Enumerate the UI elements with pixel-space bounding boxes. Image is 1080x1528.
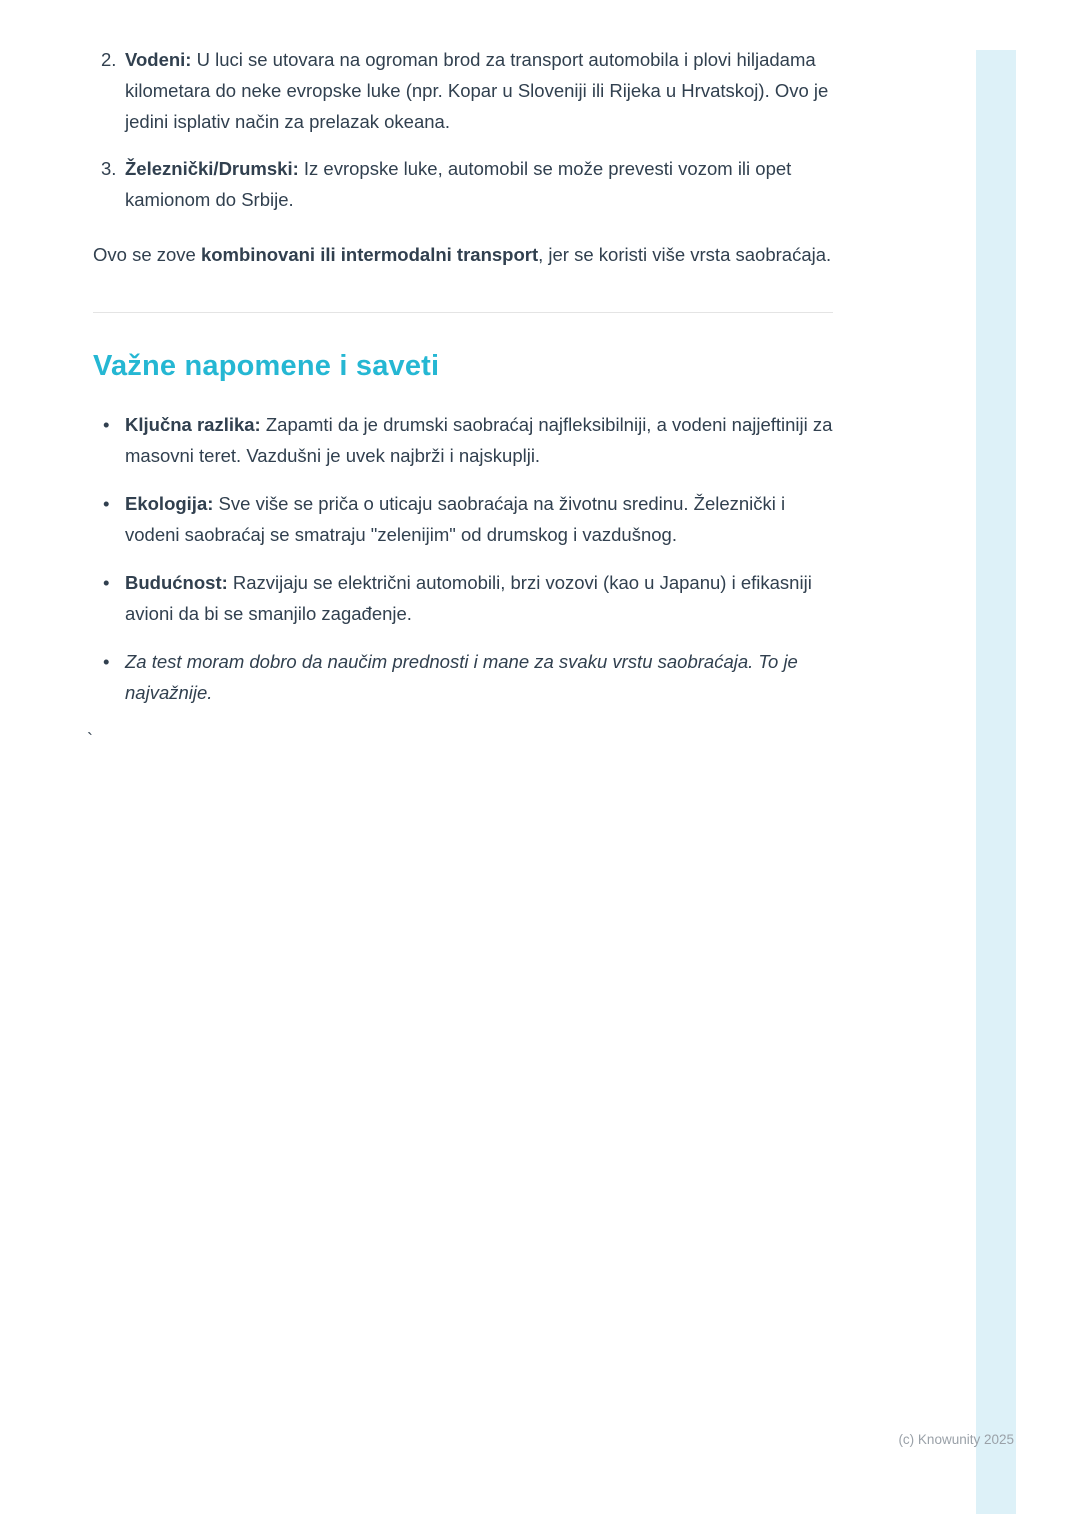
bullet-list: [93, 409, 833, 708]
list-item-text: [125, 153, 833, 215]
bullet-item: [93, 488, 833, 550]
bullet-marker: •: [103, 572, 110, 593]
list-item-lead: Vodeni:: [125, 49, 192, 70]
bullet-lead: Budućnost:: [125, 572, 228, 593]
paragraph-suffix: , jer se koristi više vrsta saobraćaja.: [538, 244, 832, 265]
list-item: [93, 153, 833, 215]
bullet-marker: •: [103, 651, 110, 672]
section-divider: [93, 312, 833, 313]
section-heading: Važne napomene i saveti: [93, 350, 440, 382]
list-item-text: [125, 44, 833, 137]
right-edge-stripe: [976, 50, 1016, 1514]
list-number: 3.: [101, 158, 117, 179]
bullet-lead: Ekologija:: [125, 493, 214, 514]
bullet-text: [125, 488, 833, 550]
bullet-item: [93, 567, 833, 629]
bullet-item: [93, 409, 833, 471]
list-item-body: Iz evropske luke, automobil se može prevesti vozom ili opet kamionom do Srbije.: [125, 158, 792, 210]
bullet-lead: Ključna razlika:: [125, 414, 261, 435]
summary-paragraph: [93, 239, 833, 270]
list-item: [93, 44, 833, 137]
bullet-marker: •: [103, 493, 110, 514]
bullet-item: [93, 646, 833, 708]
bullet-body: Zapamti da je drumski saobraćaj najfleksibilniji, a vodeni najjeftiniji za masovni teret. Vazdušni je uvek najbrži i najskuplji.: [125, 414, 833, 466]
footer-credit: (c) Knowunity 2025: [898, 1432, 1014, 1447]
list-item-lead: Železnički/Drumski:: [125, 158, 299, 179]
paragraph-bold: kombinovani ili intermodalni transport: [200, 244, 539, 265]
bullet-text: [125, 409, 833, 471]
bullet-text: [125, 646, 833, 708]
bullet-body: Sve više se priča o uticaju saobraćaja na životnu sredinu. Železnički i vodeni saobraćaj se smatraju "zelenijim" od drumskog i vazdušnog.: [125, 493, 786, 545]
bullet-body: Razvijaju se električni automobili, brzi vozovi (kao u Japanu) i efikasniji avioni da bi se smanjilo zagađenje.: [125, 572, 812, 624]
document-content: [87, 44, 833, 756]
paragraph-prefix: Ovo se zove: [93, 244, 201, 265]
stray-backtick: `: [87, 730, 93, 750]
bullet-text: [125, 567, 833, 629]
list-item-body: U luci se utovara na ogroman brod za transport automobila i plovi hiljadama kilometara do neke evropske luke (npr. Kopar u Sloveniji ili Rijeka u Hrvatskoj). Ovo je jedini isplativ način za prelazak okeana.: [125, 49, 829, 132]
numbered-list: [93, 44, 833, 215]
list-number: 2.: [101, 49, 117, 70]
bullet-marker: •: [103, 414, 110, 435]
bullet-body: Za test moram dobro da naučim prednosti i mane za svaku vrstu saobraćaja. To je najvažnije.: [125, 651, 798, 703]
